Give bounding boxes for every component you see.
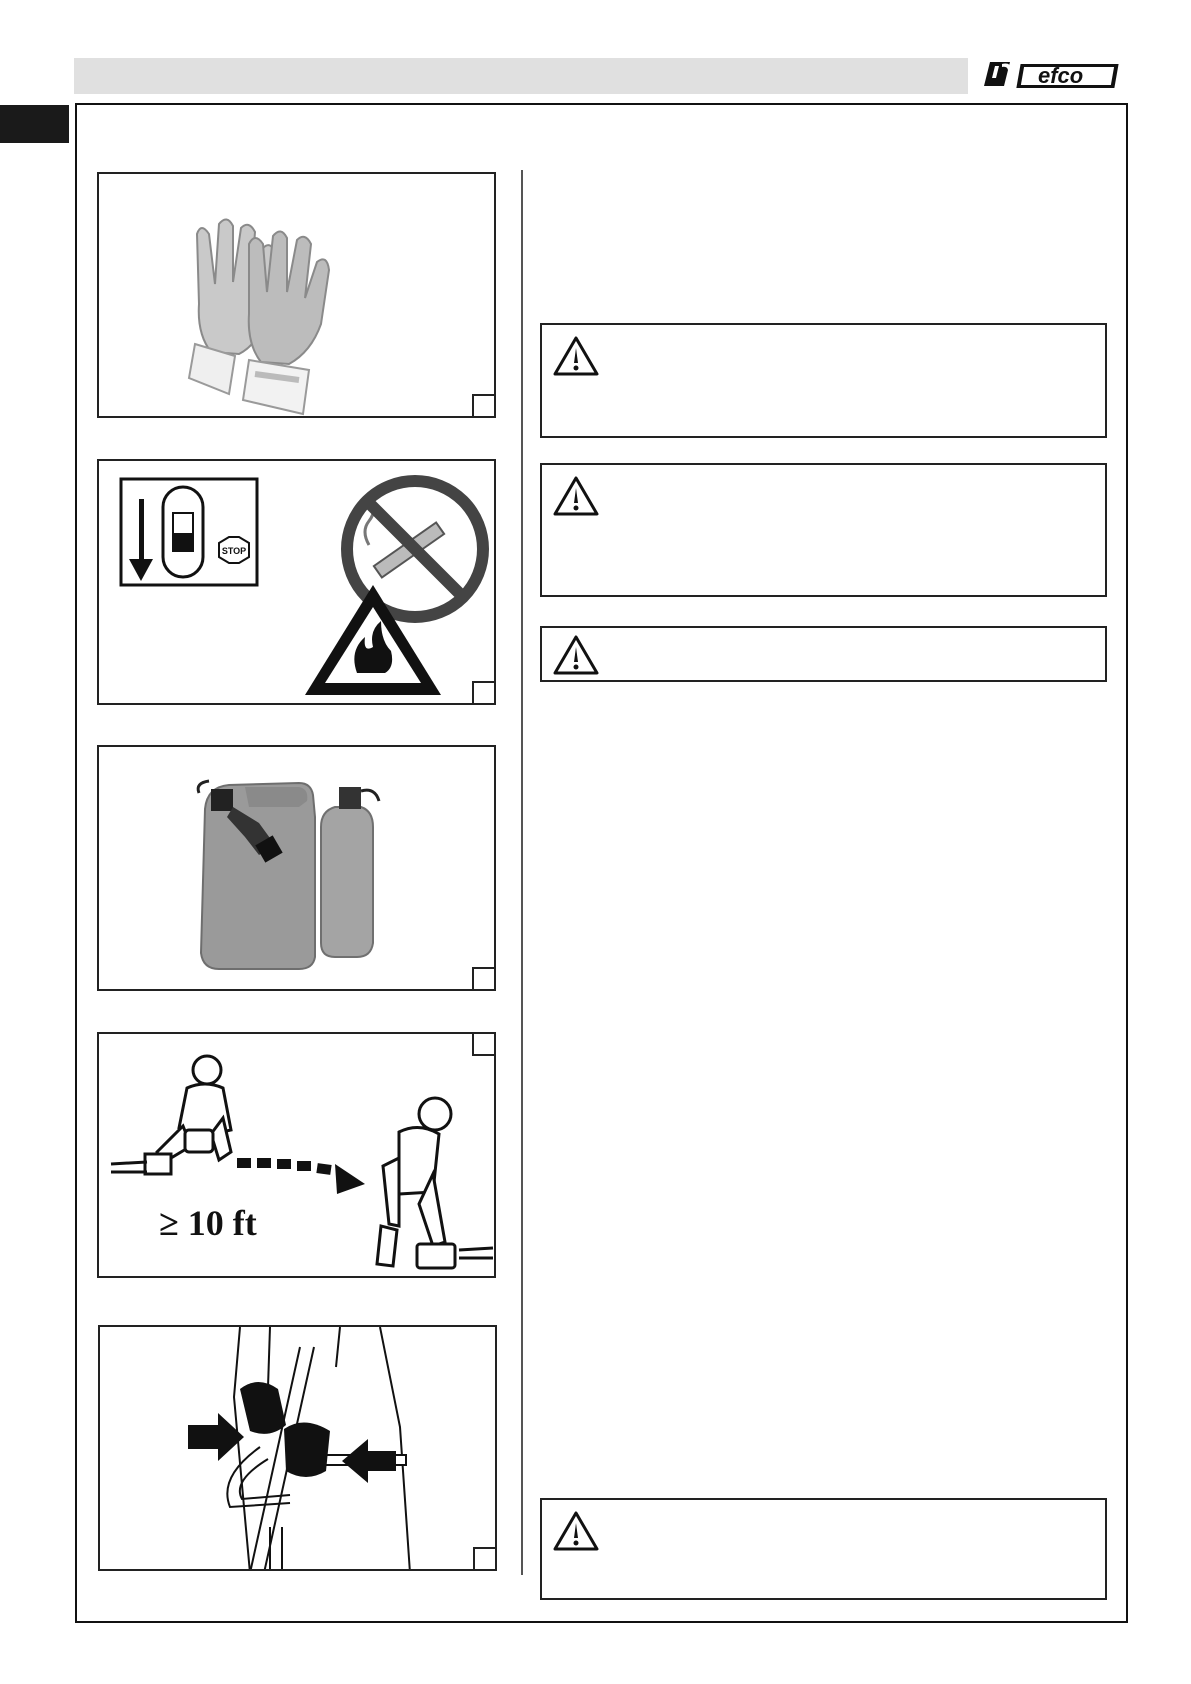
warning-triangle-icon bbox=[552, 475, 600, 517]
svg-text:efco: efco bbox=[1038, 63, 1084, 88]
two-hand-grip-illustration bbox=[100, 1327, 497, 1571]
figure-gloves bbox=[97, 172, 496, 418]
column-divider bbox=[521, 170, 523, 1575]
warning-triangle-icon bbox=[552, 634, 600, 676]
engine-stop-no-smoking-flammable-signs bbox=[99, 461, 496, 705]
efco-logo bbox=[980, 56, 1125, 96]
warning-box-3 bbox=[540, 626, 1107, 682]
figure-number-box bbox=[472, 1032, 496, 1056]
warning-box-2 bbox=[540, 463, 1107, 597]
svg-text:STOP: STOP bbox=[221, 546, 247, 556]
distance-label: ≥ 10 ft bbox=[159, 1203, 257, 1243]
figure-number-box bbox=[473, 1547, 497, 1571]
figure-refuel-distance bbox=[97, 1032, 496, 1278]
figure-fuel-safety-signs bbox=[97, 459, 496, 705]
warning-triangle-icon bbox=[552, 1510, 600, 1552]
protective-gloves-illustration bbox=[99, 174, 496, 418]
warning-box-1 bbox=[540, 323, 1107, 438]
figure-number-box bbox=[472, 967, 496, 991]
figure-number-box bbox=[472, 394, 496, 418]
figure-handle-grip bbox=[98, 1325, 497, 1571]
warning-box-4 bbox=[540, 1498, 1107, 1600]
section-tab bbox=[0, 105, 69, 143]
warning-triangle-icon bbox=[552, 335, 600, 377]
figure-number-box bbox=[472, 681, 496, 705]
header-bar bbox=[74, 58, 968, 94]
combination-fuel-can-illustration bbox=[99, 747, 496, 991]
figure-fuel-can bbox=[97, 745, 496, 991]
